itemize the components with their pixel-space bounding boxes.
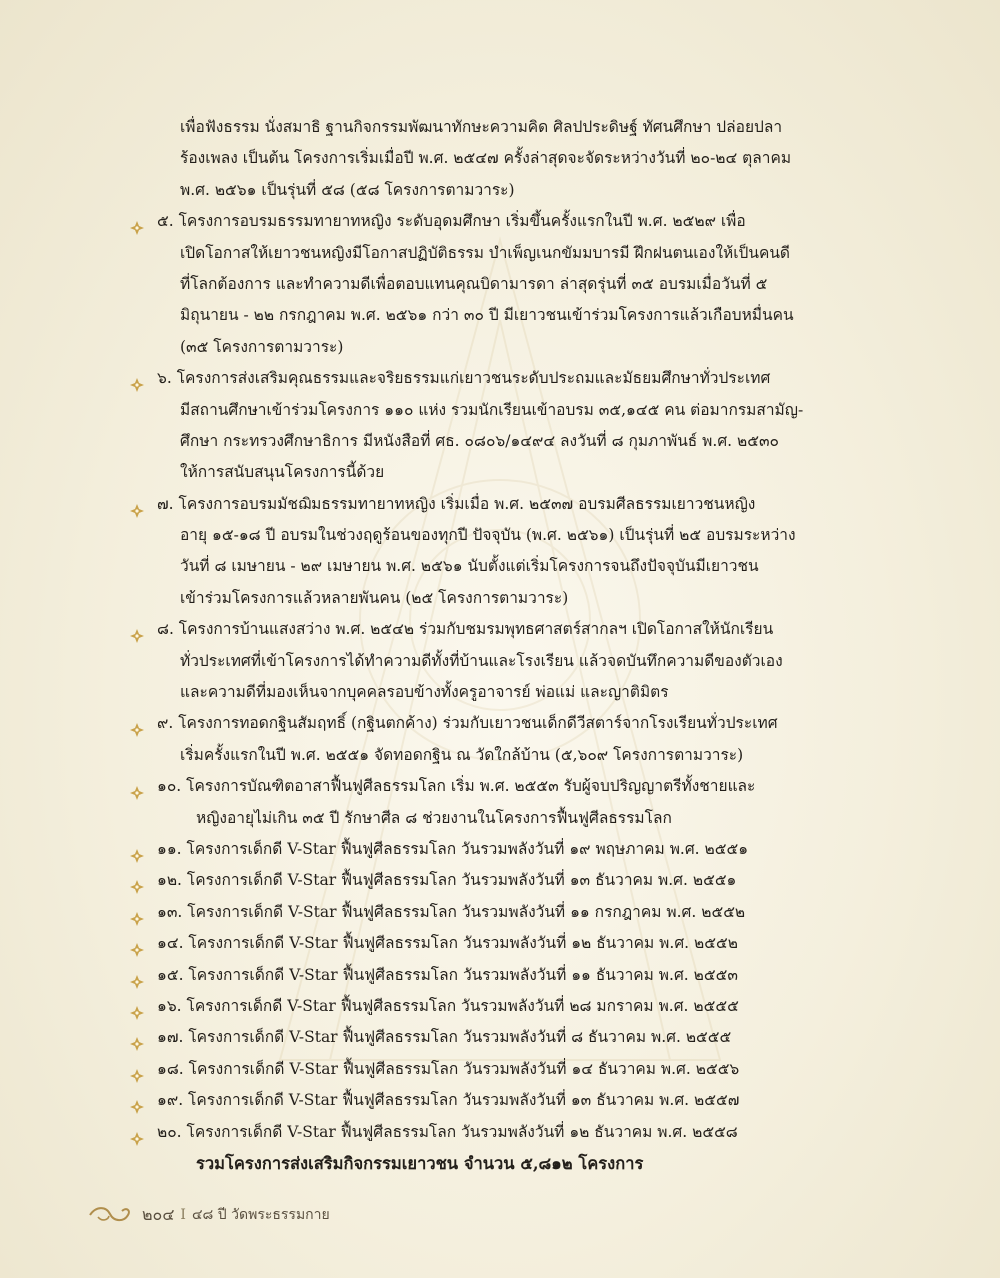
list-item-continuation: เริ่มครั้งแรกในปี พ.ศ. ๒๕๕๑ จัดทอดกฐิน ณ วัดใกล้บ้าน (๕,๖๐๙ โครงการตามวาระ): [180, 745, 744, 764]
list-item-text: ๙. โครงการทอดกฐินสัมฤทธิ์ (กฐินตกค้าง) ร่วมกับเยาวชนเด็กดีวีสตาร์จากโรงเรียนทั่วประเทศ: [157, 714, 778, 733]
list-item-continuation: วันที่ ๘ เมษายน - ๒๙ เมษายน พ.ศ. ๒๕๖๑ นับตั้งแต่เริ่มโครงการจนถึงปัจจุบันมีเยาวชน: [180, 557, 759, 576]
list-item-continuation: ศึกษา กระทรวงศึกษาธิการ มีหนังสือที่ ศธ. ๐๘๐๖/๑๔๙๔ ลงวันที่ ๘ กุมภาพันธ์ พ.ศ. ๒๕๓๐: [180, 431, 780, 450]
diamond-bullet-icon: [130, 215, 144, 229]
list-item-continuation: หญิงอายุไม่เกิน ๓๕ ปี รักษาศีล ๘ ช่วยงานในโครงการฟื้นฟูศีลธรรมโลก: [196, 808, 672, 827]
diamond-bullet-icon: [130, 1094, 144, 1108]
list-item: [130, 991, 870, 1022]
diamond-bullet-icon: [130, 717, 144, 731]
list-item: [130, 206, 870, 363]
list-item-text: ๒๐. โครงการเด็กดี V-Star ฟื้นฟูศีลธรรมโลก วันรวมพลังวันที่ ๑๒ ธันวาคม พ.ศ. ๒๕๕๘: [157, 1122, 738, 1141]
diamond-bullet-icon: [130, 906, 144, 920]
list-item-continuation: (๓๕ โครงการตามวาระ): [180, 337, 344, 356]
diamond-bullet-icon: [130, 937, 144, 951]
diamond-bullet-icon: [130, 843, 144, 857]
list-item-continuation: เปิดโอกาสให้เยาวชนหญิงมีโอกาสปฏิบัติธรรม บำเพ็ญเนกขัมมบารมี ฝึกฝนตนเองให้เป็นคนดี: [180, 243, 790, 262]
diamond-bullet-icon: [130, 1063, 144, 1077]
list-item-text: ๑๘. โครงการเด็กดี V-Star ฟื้นฟูศีลธรรมโลก วันรวมพลังวันที่ ๑๔ ธันวาคม พ.ศ. ๒๕๕๖: [157, 1059, 740, 1078]
list-item-text: ๑๙. โครงการเด็กดี V-Star ฟื้นฟูศีลธรรมโลก วันรวมพลังวันที่ ๑๓ ธันวาคม พ.ศ. ๒๕๕๗: [157, 1091, 740, 1110]
list-item: [130, 928, 870, 959]
list-item-continuation: ให้การสนับสนุนโครงการนี้ด้วย: [180, 463, 385, 482]
list-item-text: ๑๒. โครงการเด็กดี V-Star ฟื้นฟูศีลธรรมโลก วันรวมพลังวันที่ ๑๓ ธันวาคม พ.ศ. ๒๕๕๑: [157, 871, 737, 890]
paragraph-line: พ.ศ. ๒๕๖๑ เป็นรุ่นที่ ๕๘ (๕๘ โครงการตามวาระ): [180, 180, 515, 199]
paragraph-continuation: [130, 112, 870, 206]
list-item-text: ๑๑. โครงการเด็กดี V-Star ฟื้นฟูศีลธรรมโลก วันรวมพลังวันที่ ๑๙ พฤษภาคม พ.ศ. ๒๕๕๑: [157, 839, 749, 858]
list-item-continuation: มีสถานศึกษาเข้าร่วมโครงการ ๑๑๐ แห่ง รวมนักเรียนเข้าอบรม ๓๕,๑๔๕ คน ต่อมากรมสามัญ-: [180, 400, 804, 419]
list-item-text: ๑๖. โครงการเด็กดี V-Star ฟื้นฟูศีลธรรมโลก วันรวมพลังวันที่ ๒๘ มกราคม พ.ศ. ๒๕๕๕: [157, 996, 739, 1015]
list-item: [130, 771, 870, 834]
ornament-icon: [88, 1204, 134, 1226]
main-content: [130, 112, 870, 1179]
list-item-text: ๗. โครงการอบรมมัชฌิมธรรมทายาทหญิง เริ่มเมื่อ พ.ศ. ๒๕๓๗ อบรมศีลธรรมเยาวชนหญิง: [157, 494, 756, 513]
diamond-bullet-icon: [130, 969, 144, 983]
diamond-bullet-icon: [130, 372, 144, 386]
list-item-continuation: มิถุนายน - ๒๒ กรกฎาคม พ.ศ. ๒๕๖๑ กว่า ๓๐ ปี มีเยาวชนเข้าร่วมโครงการแล้วเกือบหมื่นคน: [180, 306, 794, 325]
list-item-text: ๘. โครงการบ้านแสงสว่าง พ.ศ. ๒๕๔๒ ร่วมกับชมรมพุทธศาสตร์สากลฯ เปิดโอกาสให้นักเรียน: [157, 620, 774, 639]
diamond-bullet-icon: [130, 780, 144, 794]
list-item-continuation: อายุ ๑๕-๑๘ ปี อบรมในช่วงฤดูร้อนของทุกปี ปัจจุบัน (พ.ศ. ๒๕๖๑) เป็นรุ่นที่ ๒๕ อบรมระหว่าง: [180, 526, 796, 545]
diamond-bullet-icon: [130, 1000, 144, 1014]
list-item: [130, 1085, 870, 1116]
diamond-bullet-icon: [130, 1126, 144, 1140]
list-item: [130, 1022, 870, 1053]
list-item-text: ๑๔. โครงการเด็กดี V-Star ฟื้นฟูศีลธรรมโลก วันรวมพลังวันที่ ๑๒ ธันวาคม พ.ศ. ๒๕๕๒: [157, 934, 738, 953]
list-item: [130, 897, 870, 928]
list-item-continuation: และความดีที่มองเห็นจากบุคคลรอบข้างทั้งครูอาจารย์ พ่อแม่ และญาติมิตร: [180, 683, 669, 702]
page-number: ๒๐๔: [142, 1204, 175, 1224]
list-item: [130, 363, 870, 489]
list-item-text: ๑๓. โครงการเด็กดี V-Star ฟื้นฟูศีลธรรมโลก วันรวมพลังวันที่ ๑๑ กรกฎาคม พ.ศ. ๒๕๕๒: [157, 902, 746, 921]
list-item-text: ๑๕. โครงการเด็กดี V-Star ฟื้นฟูศีลธรรมโลก วันรวมพลังวันที่ ๑๑ ธันวาคม พ.ศ. ๒๕๕๓: [157, 965, 738, 984]
paragraph-line: เพื่อฟังธรรม นั่งสมาธิ ฐานกิจกรรมพัฒนาทักษะความคิด ศิลปประดิษฐ์ ทัศนศึกษา ปล่อยปลา: [180, 118, 783, 136]
list-item-text: ๕. โครงการอบรมธรรมทายาทหญิง ระดับอุดมศึกษา เริ่มขึ้นครั้งแรกในปี พ.ศ. ๒๕๒๙ เพื่อ: [157, 212, 746, 231]
book-title: ๔๘ ปี วัดพระธรรมกาย: [191, 1207, 330, 1223]
list-item-continuation: เข้าร่วมโครงการแล้วหลายพันคน (๒๕ โครงการตามวาระ): [180, 588, 569, 607]
list-item: [130, 614, 870, 708]
project-list: [130, 206, 870, 1148]
total-summary: รวมโครงการส่งเสริมกิจกรรมเยาวชน จำนวน ๕,๘๑๒ โครงการ: [196, 1153, 644, 1173]
diamond-bullet-icon: [130, 498, 144, 512]
diamond-bullet-icon: [130, 874, 144, 888]
diamond-bullet-icon: [130, 1031, 144, 1045]
list-item: [130, 834, 870, 865]
list-item: [130, 1117, 870, 1148]
list-item-text: ๑๐. โครงการบัณฑิตอาสาฟื้นฟูศีลธรรมโลก เริ่ม พ.ศ. ๒๕๕๓ รับผู้จบปริญญาตรีทั้งชายและ: [157, 777, 756, 796]
paragraph-line: ร้องเพลง เป็นต้น โครงการเริ่มเมื่อปี พ.ศ. ๒๕๔๗ ครั้งล่าสุดจะจัดระหว่างวันที่ ๒๐-๒๔ ตุลาคม: [180, 149, 792, 168]
list-item: [130, 865, 870, 896]
footer-separator: I: [180, 1207, 186, 1223]
list-item: [130, 708, 870, 771]
list-item-continuation: ที่โลกต้องการ และทำความดีเพื่อตอบแทนคุณบิดามารดา ล่าสุดรุ่นที่ ๓๕ อบรมเมื่อวันที่ ๕: [180, 274, 768, 293]
page-footer: [88, 1200, 330, 1230]
diamond-bullet-icon: [130, 623, 144, 637]
list-item: [130, 960, 870, 991]
list-item: [130, 1054, 870, 1085]
list-item-text: ๖. โครงการส่งเสริมคุณธรรมและจริยธรรมแก่เยาวชนระดับประถมและมัธยมศึกษาทั่วประเทศ: [157, 369, 771, 388]
list-item-continuation: ทั่วประเทศที่เข้าโครงการได้ทำความดีทั้งที่บ้านและโรงเรียน แล้วจดบันทึกความดีของตัวเอง: [180, 651, 783, 670]
list-item-text: ๑๗. โครงการเด็กดี V-Star ฟื้นฟูศีลธรรมโลก วันรวมพลังวันที่ ๘ ธันวาคม พ.ศ. ๒๕๕๕: [157, 1028, 732, 1047]
list-item: [130, 489, 870, 615]
